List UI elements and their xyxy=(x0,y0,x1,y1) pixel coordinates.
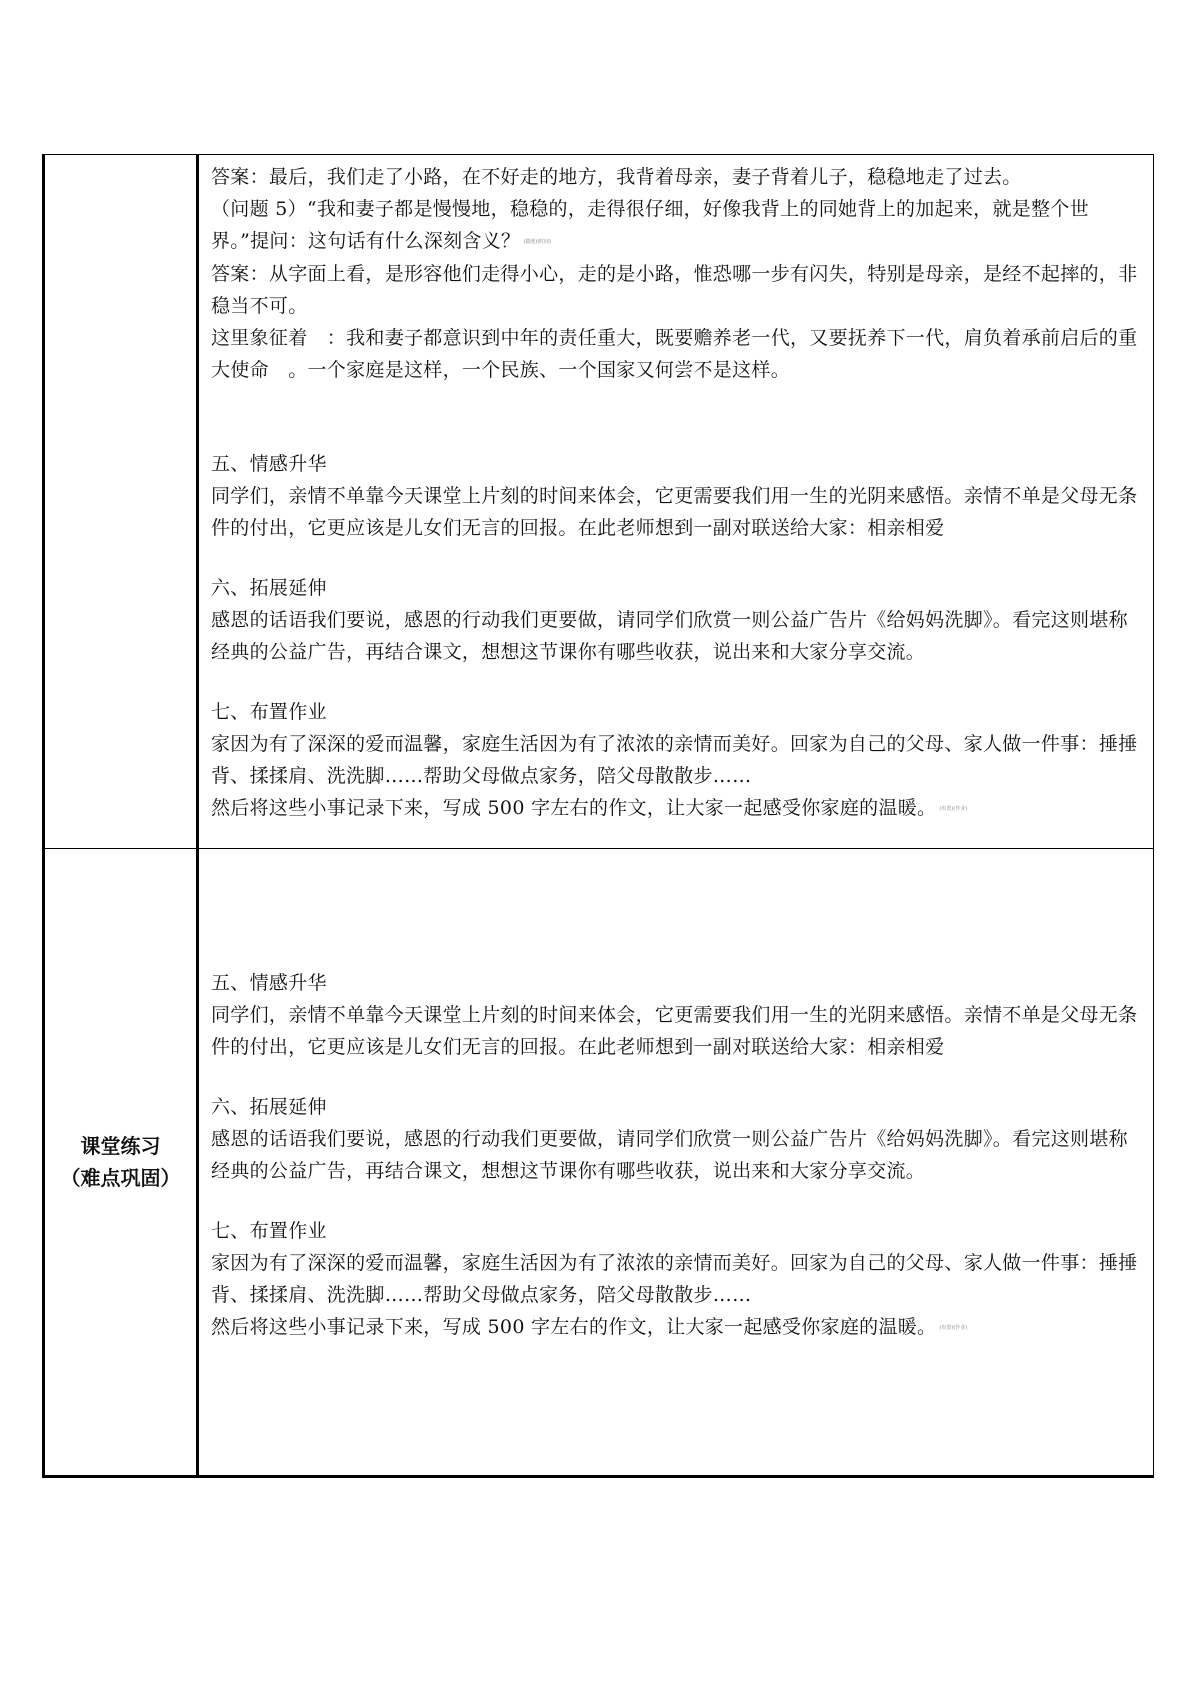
row-label-line: 课堂练习 xyxy=(80,1134,161,1158)
question-paragraph xyxy=(211,193,1143,258)
annotation-tag: (做题)(时间) xyxy=(523,239,552,245)
row-label-line: （难点巩固） xyxy=(60,1166,181,1190)
table-row xyxy=(44,155,1154,849)
section-heading: 七、布置作业 xyxy=(211,701,327,723)
answer-paragraph: 答案：从字面上看，是形容他们走得小心，走的是小路，惟恐哪一步有闪失，特别是母亲，是经不起摔的，非稳当不可。 xyxy=(211,263,1138,317)
section-body: 感恩的话语我们要说，感恩的行动我们更要做，请同学们欣赏一则公益广告片《给妈妈洗脚》。看完这则堪称经典的公益广告，再结合课文，想想这节课你有哪些收获，说出来和大家分享交流。 xyxy=(211,1128,1128,1182)
spacer xyxy=(211,855,1143,967)
section-body: 感恩的话语我们要说，感恩的行动我们更要做，请同学们欣赏一则公益广告片《给妈妈洗脚》。看完这则堪称经典的公益广告，再结合课文，想想这节课你有哪些收获，说出来和大家分享交流。 xyxy=(211,609,1128,663)
section-heading: 五、情感升华 xyxy=(211,972,327,994)
content-block xyxy=(199,155,1153,825)
section-body: 同学们，亲情不单靠今天课堂上片刻的时间来体会，它更需要我们用一生的光阴来感悟。亲情不单是父母无条件的付出，它更应该是儿女们无言的回报。在此老师想到一副对联送给大家：相亲相爱 xyxy=(211,1004,1138,1058)
section-body: 同学们，亲情不单靠今天课堂上片刻的时间来体会，它更需要我们用一生的光阴来感悟。亲情不单是父母无条件的付出，它更应该是儿女们无言的回报。在此老师想到一副对联送给大家：相亲相爱 xyxy=(211,485,1138,539)
question-text: （问题 5）“我和妻子都是慢慢地，稳稳的，走得很仔细，好像我背上的同她背上的加起来，就是整个世界。”提问：这句话有什么深刻含义？ xyxy=(211,198,1089,252)
annotation-tag: (布置)(作业) xyxy=(939,1325,968,1331)
spacer xyxy=(211,1063,1143,1091)
content-block xyxy=(199,849,1153,1344)
section-body xyxy=(211,792,1143,825)
spacer xyxy=(211,386,1143,448)
spacer xyxy=(211,668,1143,696)
section-heading: 六、拓展延伸 xyxy=(211,1096,327,1118)
row-content-cell xyxy=(198,155,1154,849)
answer-paragraph: 答案：最后，我们走了小路，在不好走的地方，我背着母亲，妻子背着儿子，稳稳地走了过去。 xyxy=(211,166,1022,188)
spacer xyxy=(211,544,1143,572)
lesson-plan-table xyxy=(42,154,1154,1478)
section-heading: 七、布置作业 xyxy=(211,1220,327,1242)
section-body xyxy=(211,1311,1143,1344)
row-label-cell xyxy=(44,849,198,1477)
section-heading: 六、拓展延伸 xyxy=(211,577,327,599)
row-label-cell xyxy=(44,155,198,849)
section-body: 家因为有了深深的爱而温馨，家庭生活因为有了浓浓的亲情而美好。回家为自己的父母、家人做一件事：捶捶背、揉揉肩、洗洗脚……帮助父母做点家务，陪父母散散步…… xyxy=(211,733,1138,787)
annotation-tag: (布置)(作业) xyxy=(939,806,968,812)
spacer xyxy=(211,1187,1143,1215)
homework-text: 然后将这些小事记录下来，写成 500 字左右的作文，让大家一起感受你家庭的温暖。 xyxy=(211,1316,937,1338)
section-body: 家因为有了深深的爱而温馨，家庭生活因为有了浓浓的亲情而美好。回家为自己的父母、家人做一件事：捶捶背、揉揉肩、洗洗脚……帮助父母做点家务，陪父母散散步…… xyxy=(211,1252,1138,1306)
row-content-cell xyxy=(198,849,1154,1477)
table-row xyxy=(44,849,1154,1477)
section-heading: 五、情感升华 xyxy=(211,453,327,475)
homework-text: 然后将这些小事记录下来，写成 500 字左右的作文，让大家一起感受你家庭的温暖。 xyxy=(211,797,937,819)
symbolism-paragraph: 这里象征着 ：我和妻子都意识到中年的责任重大，既要赡养老一代，又要抚养下一代，肩负着承前启后的重大使命 。一个家庭是这样，一个民族、一个国家又何尝不是这样。 xyxy=(211,327,1138,381)
